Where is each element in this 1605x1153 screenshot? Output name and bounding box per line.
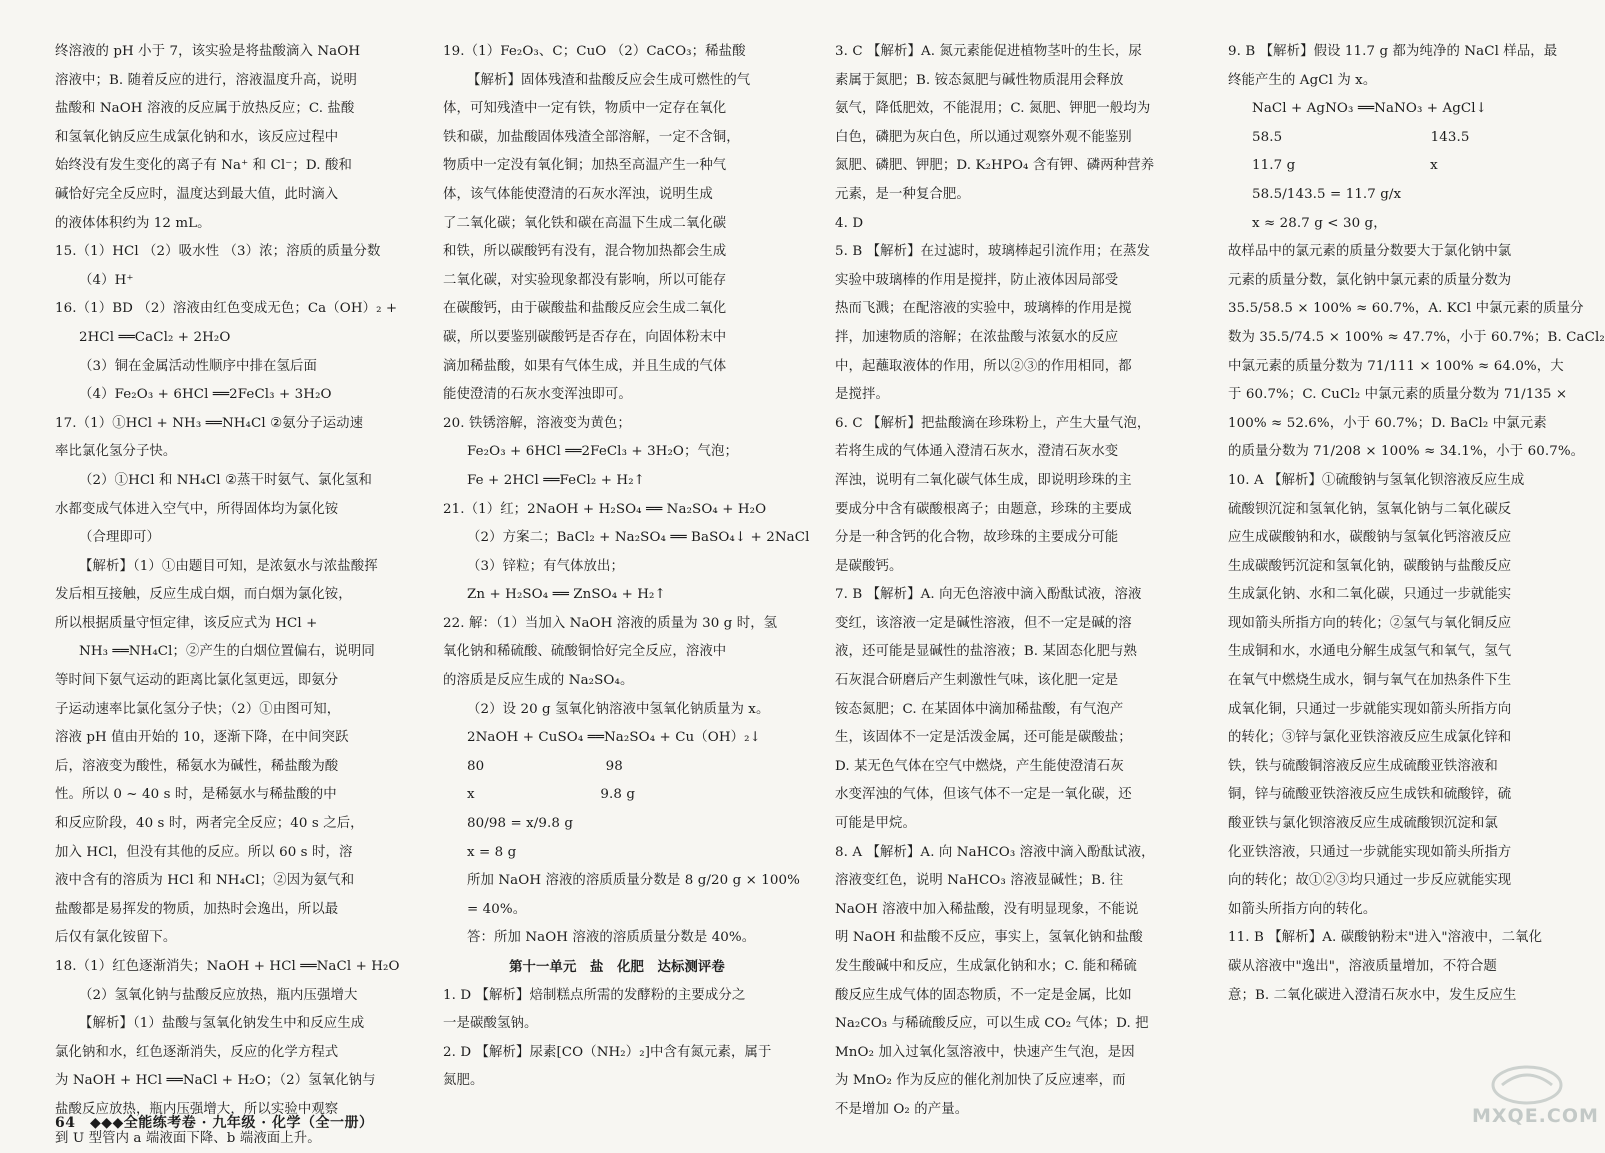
text-line: 2. D 【解析】尿素[CO（NH₂）₂]中含有氮元素，属于 — [443, 1044, 772, 1060]
text-line: 数为 35.5/74.5 × 100% ≈ 47.7%，小于 60.7%；B. CaCl₂ — [1228, 329, 1605, 345]
text-line: 到 U 型管内 a 端液面下降、b 端液面上升。 — [55, 1130, 321, 1146]
text-line: 石灰混合研磨后产生刺激性气味，该化肥一定是 — [835, 673, 1119, 689]
text-line: 21.（1）红；2NaOH + H₂SO₄ ══ Na₂SO₄ + H₂O — [443, 501, 767, 517]
text-line: 11.7 g x — [1252, 158, 1438, 174]
text-line: 是碳酸钙。 — [835, 558, 903, 574]
text-line: 氮肥。 — [443, 1073, 484, 1089]
text-line: （3）铜在金属活动性顺序中排在氢后面 — [79, 358, 317, 374]
text-line: 终能产生的 AgCl 为 x。 — [1228, 72, 1377, 88]
text-line: 不是增加 O₂ 的产量。 — [835, 1101, 969, 1117]
text-line: 生成氯化钠、水和二氧化碳，只通过一步就能实 — [1228, 587, 1512, 603]
text-line: 在氧气中燃烧生成水，铜与氧气在加热条件下生 — [1228, 673, 1512, 689]
text-line: （2）①HCl 和 NH₄Cl ②蒸干时氨气、氯化氢和 — [79, 472, 372, 488]
text-line: 要成分中含有碳酸根离子；由题意，珍珠的主要成 — [835, 501, 1132, 517]
text-line: = 40%。 — [467, 901, 527, 917]
text-line: 6. C 【解析】把盐酸滴在珍珠粉上，产生大量气泡， — [835, 415, 1151, 431]
text-line: 向的转化；故①②③均只通过一步反应就能实现 — [1228, 873, 1512, 889]
text-line: Fe + 2HCl ══FeCl₂ + H₂↑ — [467, 472, 645, 488]
text-line: 氧化钠和稀硫酸、硫酸铜恰好完全反应，溶液中 — [443, 644, 727, 660]
text-line: 80/98 = x/9.8 g — [467, 816, 574, 832]
text-line: 溶液中；B. 随着反应的进行，溶液温度升高，说明 — [55, 72, 357, 88]
text-line: 物质中一定没有氧化铜；加热至高温产生一种气 — [443, 158, 727, 174]
text-line: 碳从溶液中"逸出"，溶液质量增加，不符合题 — [1228, 959, 1497, 974]
text-line: 滴加稀盐酸，如果有气体生成，并且生成的气体 — [443, 358, 727, 374]
text-line: 了二氧化碳；氧化铁和碳在高温下生成二氧化碳 — [443, 215, 727, 231]
text-line: 水都变成气体进入空气中，所得固体均为氯化铵 — [55, 501, 339, 517]
text-line: 成氧化铜，只通过一步就能实现如箭头所指方向 — [1228, 701, 1512, 717]
text-line: 22. 解：（1）当加入 NaOH 溶液的质量为 30 g 时，氢 — [443, 615, 778, 631]
text-line: （2）氢氧化钠与盐酸反应放热，瓶内压强增大 — [79, 987, 358, 1003]
text-line: （4）H⁺ — [79, 272, 134, 288]
text-line: 氨气，降低肥效，不能混用；C. 氮肥、钾肥一般均为 — [835, 101, 1151, 117]
text-line: 加入 HCl，但没有其他的反应。所以 60 s 时，溶 — [55, 844, 353, 860]
text-line: 盐酸和 NaOH 溶液的反应属于放热反应；C. 盐酸 — [55, 101, 355, 117]
text-line: 始终没有发生变化的离子有 Na⁺ 和 Cl⁻；D. 酸和 — [55, 158, 352, 174]
text-line: 后仅有氯化铵留下。 — [55, 930, 177, 946]
text-line: 5. B 【解析】在过滤时，玻璃棒起引流作用；在蒸发 — [835, 244, 1150, 260]
text-line: 的液体体积约为 12 mL。 — [55, 215, 211, 231]
text-line: 热而飞溅；在配溶液的实验中，玻璃棒的作用是搅 — [835, 301, 1132, 317]
text-line: 11. B 【解析】A. 碳酸钠粉末"进入"溶液中，二氧化 — [1228, 930, 1543, 946]
text-line: 所以根据质量守恒定律，该反应式为 HCl + — [55, 615, 318, 631]
text-line: 二氧化碳，对实验现象都没有影响，所以可能存 — [443, 272, 727, 288]
text-line: 的质量分数为 71/208 × 100% ≈ 34.1%，小于 60.7%。 — [1228, 444, 1585, 460]
text-line: 体，可知残渣中一定有铁，物质中一定存在氧化 — [443, 101, 727, 117]
text-line: Fe₂O₃ + 6HCl ══2FeCl₃ + 3H₂O；气泡； — [467, 444, 738, 460]
text-line: 和铁，所以碳酸钙有没有，混合物加热都会生成 — [443, 244, 727, 260]
text-line: 58.5/143.5 = 11.7 g/x — [1252, 186, 1402, 202]
text-line: 是搅拌。 — [835, 387, 889, 403]
text-line: 80 98 — [467, 758, 623, 774]
text-line: 19.（1）Fe₂O₃、C；CuO （2）CaCO₃；稀盐酸 — [443, 44, 746, 59]
text-line: 液，还可能是显碱性的盐溶液；B. 某固态化肥与熟 — [835, 644, 1137, 660]
text-line: 生成碳酸钙沉淀和氢氧化钠，碳酸钠与盐酸反应 — [1228, 558, 1512, 574]
text-line: 后，溶液变为酸性，稀氨水为碱性，稀盐酸为酸 — [55, 758, 339, 774]
text-line: Na₂CO₃ 与稀硫酸反应，可以生成 CO₂ 气体；D. 把 — [835, 1016, 1149, 1032]
text-line: 58.5 143.5 — [1252, 129, 1470, 145]
text-line: 中氯元素的质量分数为 71/111 × 100% ≈ 64.0%，大 — [1228, 358, 1564, 374]
text-line: （4）Fe₂O₃ + 6HCl ══2FeCl₃ + 3H₂O — [79, 387, 332, 403]
text-line: 答：所加 NaOH 溶液的溶质质量分数是 40%。 — [467, 930, 756, 946]
text-line: 酸亚铁与氯化钡溶液反应生成硫酸钡沉淀和氯 — [1228, 816, 1498, 832]
text-line: D. 某无色气体在空气中燃烧，产生能使澄清石灰 — [835, 758, 1124, 774]
text-line: 盐酸反应放热，瓶内压强增大，所以实验中观察 — [55, 1101, 339, 1117]
text-line: （2）设 20 g 氢氧化钠溶液中氢氧化钠质量为 x。 — [467, 701, 770, 717]
text-line: 100% ≈ 52.6%，小于 60.7%；D. BaCl₂ 中氯元素 — [1228, 415, 1547, 431]
text-line: x = 8 g — [467, 844, 517, 860]
text-line: 20. 铁锈溶解，溶液变为黄色； — [443, 415, 631, 431]
text-line: 溶液 pH 值由开始的 10，逐渐下降，在中间突跃 — [55, 730, 349, 746]
text-line: 变红，该溶液一定是碱性溶液，但不一定是碱的溶 — [835, 615, 1132, 631]
text-line: 意；B. 二氧化碳进入澄清石灰水中，发生反应生 — [1228, 987, 1517, 1003]
text-line: 水变浑浊的气体，但该气体不一定是一氧化碳，还 — [835, 787, 1132, 803]
text-line: 铁和碳，加盐酸固体残渣全部溶解，一定不含铜， — [443, 129, 740, 145]
text-line: 现如箭头所指方向的转化；②氢气与氧化铜反应 — [1228, 615, 1512, 631]
text-line: 应生成碳酸钠和水，碳酸钠与氢氧化钙溶液反应 — [1228, 530, 1512, 546]
text-line: 生，该固体不一定是活泼金属，还可能是碳酸盐； — [835, 730, 1132, 746]
text-line: （3）锌粒；有气体放出； — [467, 558, 625, 574]
page-footer: 64 ◆◆◆全能练考卷 · 九年级 · 化学（全一册） — [55, 1115, 374, 1131]
text-line: 拌，加速物质的溶解；在浓盐酸与浓氨水的反应 — [835, 329, 1119, 345]
text-line: 明 NaOH 和盐酸不反应，事实上，氢氧化钠和盐酸 — [835, 930, 1143, 946]
text-line: 35.5/58.5 × 100% ≈ 60.7%，A. KCl 中氯元素的质量分 — [1228, 301, 1584, 317]
text-line: 铜，锌与硫酸亚铁溶液反应生成铁和硫酸锌，硫 — [1228, 787, 1512, 803]
text-line: 于 60.7%；C. CuCl₂ 中氯元素的质量分数为 71/135 × — [1228, 387, 1568, 403]
text-line: 【解析】（1）①由题目可知，是浓氨水与浓盐酸挥 — [79, 558, 378, 574]
text-line: 分是一种含钙的化合物，故珍珠的主要成分可能 — [835, 530, 1119, 546]
text-line: NaCl + AgNO₃ ══NaNO₃ + AgCl↓ — [1252, 101, 1487, 117]
text-line: 故样品中的氯元素的质量分数要大于氯化钠中氯 — [1228, 244, 1512, 260]
text-line: 一是碳酸氢钠。 — [443, 1016, 538, 1032]
text-line: 的转化；③锌与氯化亚铁溶液反应生成氯化锌和 — [1228, 730, 1512, 746]
text-line: 盐酸都是易挥发的物质，加热时会逸出，所以最 — [55, 901, 339, 917]
text-line: 所加 NaOH 溶液的溶质质量分数是 8 g/20 g × 100% — [467, 873, 800, 889]
text-line: 3. C 【解析】A. 氮元素能促进植物茎叶的生长，尿 — [835, 44, 1142, 59]
text-line: 白色，磷肥为灰白色，所以通过观察外观不能鉴别 — [835, 129, 1132, 145]
text-line: （合理即可） — [79, 530, 160, 546]
text-line: 素属于氮肥；B. 铵态氮肥与碱性物质混用会释放 — [835, 72, 1124, 88]
text-line: 7. B 【解析】A. 向无色溶液中滴入酚酞试液，溶液 — [835, 587, 1142, 603]
text-line: 2NaOH + CuSO₄ ══Na₂SO₄ + Cu（OH）₂↓ — [467, 730, 761, 746]
text-line: 在碳酸钙，由于碳酸盐和盐酸反应会生成二氧化 — [443, 301, 727, 317]
column-3 — [835, 38, 1183, 1117]
text-line: 子运动速率比氯化氢分子快；（2）①由图可知， — [55, 701, 341, 717]
text-line: 碳，所以要鉴别碳酸钙是否存在，向固体粉末中 — [443, 329, 727, 345]
text-line: 浑浊，说明有二氧化碳气体生成，即说明珍珠的主 — [835, 472, 1132, 488]
text-line: MnO₂ 加入过氧化氢溶液中，快速产生气泡，是因 — [835, 1044, 1135, 1060]
text-line: 铁，铁与硫酸铜溶液反应生成硫酸亚铁溶液和 — [1228, 758, 1498, 774]
text-line: 液中含有的溶质为 HCl 和 NH₄Cl；②因为氨气和 — [55, 873, 355, 889]
text-line: 和氢氧化钠反应生成氯化钠和水，该反应过程中 — [55, 129, 339, 145]
text-line: 溶液变红色，说明 NaHCO₃ 溶液显碱性；B. 往 — [835, 873, 1124, 889]
watermark-logo — [1472, 1063, 1599, 1127]
text-line: 9. B 【解析】假设 11.7 g 都为纯净的 NaCl 样品，最 — [1228, 44, 1558, 59]
text-line: 第十一单元 盐 化肥 达标测评卷 — [509, 959, 725, 975]
text-line: 发后相互接触，反应生成白烟，而白烟为氯化铵， — [55, 587, 352, 603]
text-line: 16.（1）BD （2）溶液由红色变成无色；Ca（OH）₂ + — [55, 301, 398, 317]
text-line: 的溶质是反应生成的 Na₂SO₄。 — [443, 673, 634, 689]
text-line: 元素的质量分数，氯化钠中氯元素的质量分数为 — [1228, 272, 1512, 288]
text-line: 氮肥、磷肥、钾肥；D. K₂HPO₄ 含有钾、磷两种营养 — [835, 158, 1155, 174]
text-line: 【解析】固体残渣和盐酸反应会生成可燃性的气 — [467, 72, 751, 88]
text-line: 可能是甲烷。 — [835, 816, 916, 832]
text-line: 10. A 【解析】①硫酸钠与氢氧化钡溶液反应生成 — [1228, 472, 1525, 488]
text-line: 终溶液的 pH 小于 7，该实验是将盐酸滴入 NaOH — [55, 44, 361, 59]
text-line: x ≈ 28.7 g < 30 g， — [1252, 215, 1387, 231]
text-line: 发生酸碱中和反应，生成氯化钠和水；C. 能和稀硫 — [835, 959, 1137, 974]
text-line: 等时间下氨气运动的距离比氯化氢更远，即氨分 — [55, 673, 339, 689]
text-line: 如箭头所指方向的转化。 — [1228, 901, 1377, 917]
text-line: Zn + H₂SO₄ ══ ZnSO₄ + H₂↑ — [467, 587, 666, 603]
text-line: 实验中玻璃棒的作用是搅拌，防止液体因局部受 — [835, 272, 1119, 288]
text-line: 氯化钠和水，红色逐渐消失，反应的化学方程式 — [55, 1044, 339, 1060]
text-line: NH₃ ══NH₄Cl；②产生的白烟位置偏右，说明同 — [79, 644, 375, 660]
text-line: 能使澄清的石灰水变浑浊即可。 — [443, 387, 632, 403]
text-line: 18.（1）红色逐渐消失；NaOH + HCl ══NaCl + H₂O — [55, 959, 400, 974]
text-line: 铵态氮肥；C. 在某固体中滴加稀盐酸，有气泡产 — [835, 701, 1124, 717]
column-2 — [443, 38, 810, 1098]
text-line: 若将生成的气体通入澄清石灰水，澄清石灰水变 — [835, 444, 1119, 460]
text-line: 17.（1）①HCl + NH₃ ══NH₄Cl ②氨分子运动速 — [55, 415, 364, 431]
text-line: 中，起蘸取液体的作用，所以②③的作用相同，都 — [835, 358, 1132, 374]
text-line: 率比氯化氢分子快。 — [55, 444, 177, 460]
text-line: 体，该气体能使澄清的石灰水浑浊，说明生成 — [443, 186, 713, 202]
text-line: 碱恰好完全反应时，温度达到最大值，此时滴入 — [55, 186, 339, 202]
text-line: 8. A 【解析】A. 向 NaHCO₃ 溶液中滴入酚酞试液， — [835, 844, 1155, 860]
text-line: 4. D — [835, 215, 864, 231]
text-line: 元素，是一种复合肥。 — [835, 186, 970, 202]
text-line: （2）方案二；BaCl₂ + Na₂SO₄ ══ BaSO₄↓ + 2NaCl — [467, 530, 810, 546]
text-line: 化亚铁溶液，只通过一步就能实现如箭头所指方 — [1228, 844, 1512, 860]
text-line: 【解析】（1）盐酸与氢氧化钠发生中和反应生成 — [79, 1016, 365, 1032]
text-line: 和反应阶段，40 s 时，两者完全反应；40 s 之后， — [55, 816, 364, 832]
text-line: 硫酸钡沉淀和氢氧化钠，氢氧化钠与二氧化碳反 — [1228, 501, 1512, 517]
text-line: x 9.8 g — [467, 787, 636, 803]
text-line: 性。所以 0 ~ 40 s 时，是稀氨水与稀盐酸的中 — [55, 787, 337, 803]
text-line: 15.（1）HCl （2）吸水性 （3）浓；溶质的质量分数 — [55, 244, 381, 260]
text-line: 为 MnO₂ 作为反应的催化剂加快了反应速率，而 — [835, 1073, 1126, 1089]
column-4 — [1228, 38, 1605, 1098]
text-line: NaOH 溶液中加入稀盐酸，没有明显现象，不能说 — [835, 901, 1139, 917]
watermark-text: MXQE.COM — [1472, 1105, 1599, 1127]
text-line: 2HCl ══CaCl₂ + 2H₂O — [79, 329, 231, 345]
text-line: 1. D 【解析】焙制糕点所需的发酵粉的主要成分之 — [443, 987, 746, 1003]
text-line: 为 NaOH + HCl ══NaCl + H₂O；（2）氢氧化钠与 — [55, 1073, 376, 1089]
text-line: 生成铜和水，水通电分解生成氢气和氧气，氢气 — [1228, 644, 1512, 660]
text-line: 酸反应生成气体的固态物质，不一定是金属，比如 — [835, 987, 1132, 1003]
